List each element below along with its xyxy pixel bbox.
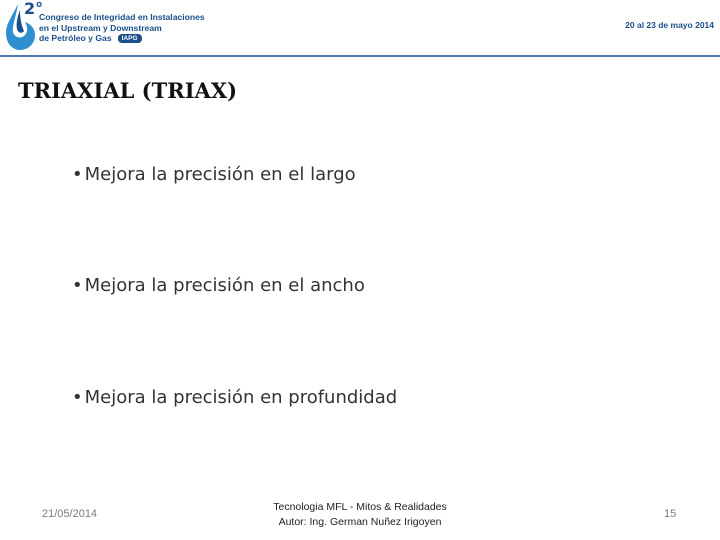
- footer-date: 21/05/2014: [42, 508, 98, 520]
- logo-number: 2°: [24, 0, 44, 18]
- logo-text: [39, 12, 205, 44]
- bullet-item: [72, 164, 356, 185]
- footer-info: [230, 500, 490, 530]
- bullet-item: [72, 275, 365, 296]
- bullet-marker: •: [72, 275, 83, 296]
- slide-title: TRIAXIAL (TRIAX): [18, 78, 238, 103]
- footer-topic: Tecnologia MFL - Mitos & Realidades: [273, 501, 447, 513]
- logo-line-3: [39, 33, 205, 44]
- bullet-marker: •: [72, 164, 83, 185]
- bullet-text: Mejora la precisión en profundidad: [84, 387, 398, 408]
- slide-header: [0, 0, 720, 56]
- bullet-text: Mejora la precisión en el ancho: [84, 275, 365, 296]
- bullet-item: [72, 387, 397, 408]
- logo-line-2: en el Upstream y Downstream: [39, 22, 162, 33]
- logo-badge: IAPG: [118, 34, 142, 43]
- footer-author: Autor: Ing. German Nuñez Irigoyen: [278, 516, 442, 528]
- header-divider: [0, 55, 720, 57]
- event-dates: 20 al 23 de mayo 2014: [625, 20, 714, 30]
- bullet-text: Mejora la precisión en el largo: [84, 164, 356, 185]
- page-number: 15: [664, 508, 677, 520]
- logo-line-3-text: de Petróleo y Gas: [39, 33, 112, 43]
- logo-line-1: Congreso de Integridad en Instalaciones: [39, 12, 205, 22]
- bullet-marker: •: [72, 387, 83, 408]
